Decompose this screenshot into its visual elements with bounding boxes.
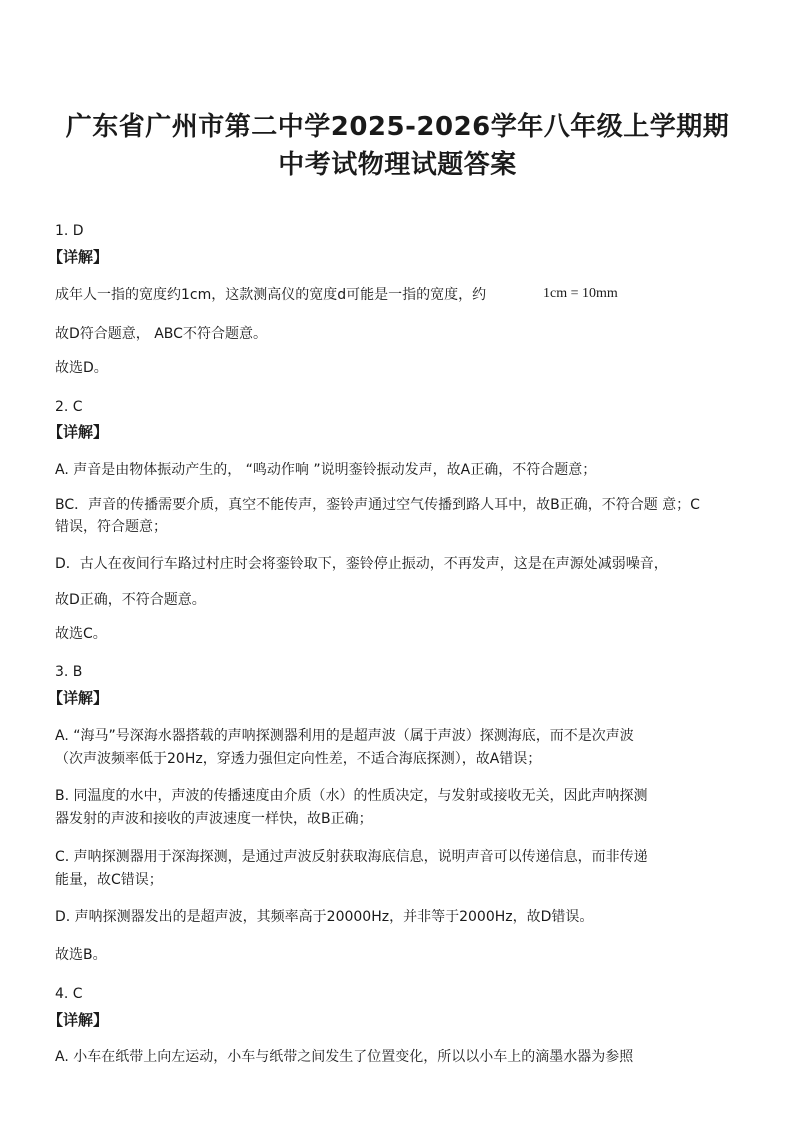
- q1-answer: 1. D: [55, 223, 84, 239]
- q1-conclusion: 故选D。: [55, 360, 108, 376]
- title-line-2: 中考试物理试题答案: [278, 150, 517, 180]
- q4-detail-label: 【详解】: [48, 1011, 109, 1029]
- title-line-1: 广东省广州市第二中学2025-2026学年八年级上学期期: [65, 112, 730, 142]
- q3-option-c-2: 能量，故C错误；: [55, 872, 163, 888]
- q3-detail-label: 【详解】: [48, 689, 109, 707]
- q2-option-d: D．古人在夜间行车路过村庄时会将銮铃取下，銮铃停止振动，不再发声，这是在声源处减弱噪音，: [55, 556, 668, 572]
- q3-option-a-2: （次声波频率低于20Hz，穿透力强但定向性差，不适合海底探测），故A错误；: [55, 751, 542, 767]
- q2-answer: 2. C: [55, 399, 83, 415]
- q2-option-a: A. 声音是由物体振动产生的， “鸣动作响 ”说明銮铃振动发声，故A正确，不符合题意；: [55, 462, 597, 478]
- q4-option-a-1: A. 小车在纸带上向左运动，小车与纸带之间发生了位置变化，所以以小车上的滴墨水器为参照: [55, 1049, 634, 1065]
- q3-option-b-1: B. 同温度的水中，声波的传播速度由介质（水）的性质决定，与发射或接收无关，因此声呐探测: [55, 788, 648, 804]
- q2-conclusion: 故选C。: [55, 626, 107, 642]
- q1-explanation-1: 成年人一指的宽度约1cm，这款测高仪的宽度d可能是一指的宽度，约: [55, 287, 487, 303]
- document-title: [40, 108, 755, 184]
- q1-detail-label: 【详解】: [48, 248, 109, 266]
- q2-option-bc-2: 错误，符合题意；: [55, 519, 167, 535]
- q3-option-d: D. 声呐探测器发出的是超声波，其频率高于20000Hz，并非等于2000Hz，故D错误。: [55, 909, 594, 925]
- q1-formula: 1cm = 10mm: [543, 286, 618, 301]
- q3-option-a-1: A. “海马”号深海水器搭载的声呐探测器利用的是超声波（属于声波）探测海底，而不是次声波: [55, 728, 634, 744]
- q3-option-c-1: C. 声呐探测器用于深海探测，是通过声波反射获取海底信息，说明声音可以传递信息，而非传递: [55, 849, 648, 865]
- q2-detail-label: 【详解】: [48, 423, 109, 441]
- q2-option-d-2: 故D正确，不符合题意。: [55, 592, 206, 608]
- q3-option-b-2: 器发射的声波和接收的声波速度一样快，故B正确；: [55, 811, 373, 827]
- q3-answer: 3. B: [55, 664, 83, 680]
- q1-explanation-2: 故D符合题意， ABC不符合题意。: [55, 326, 267, 342]
- q2-option-bc-1: BC．声音的传播需要介质，真空不能传声，銮铃声通过空气传播到路人耳中，故B正确，不符合题 意；C: [55, 497, 700, 513]
- q3-conclusion: 故选B。: [55, 947, 107, 963]
- q4-answer: 4. C: [55, 986, 83, 1002]
